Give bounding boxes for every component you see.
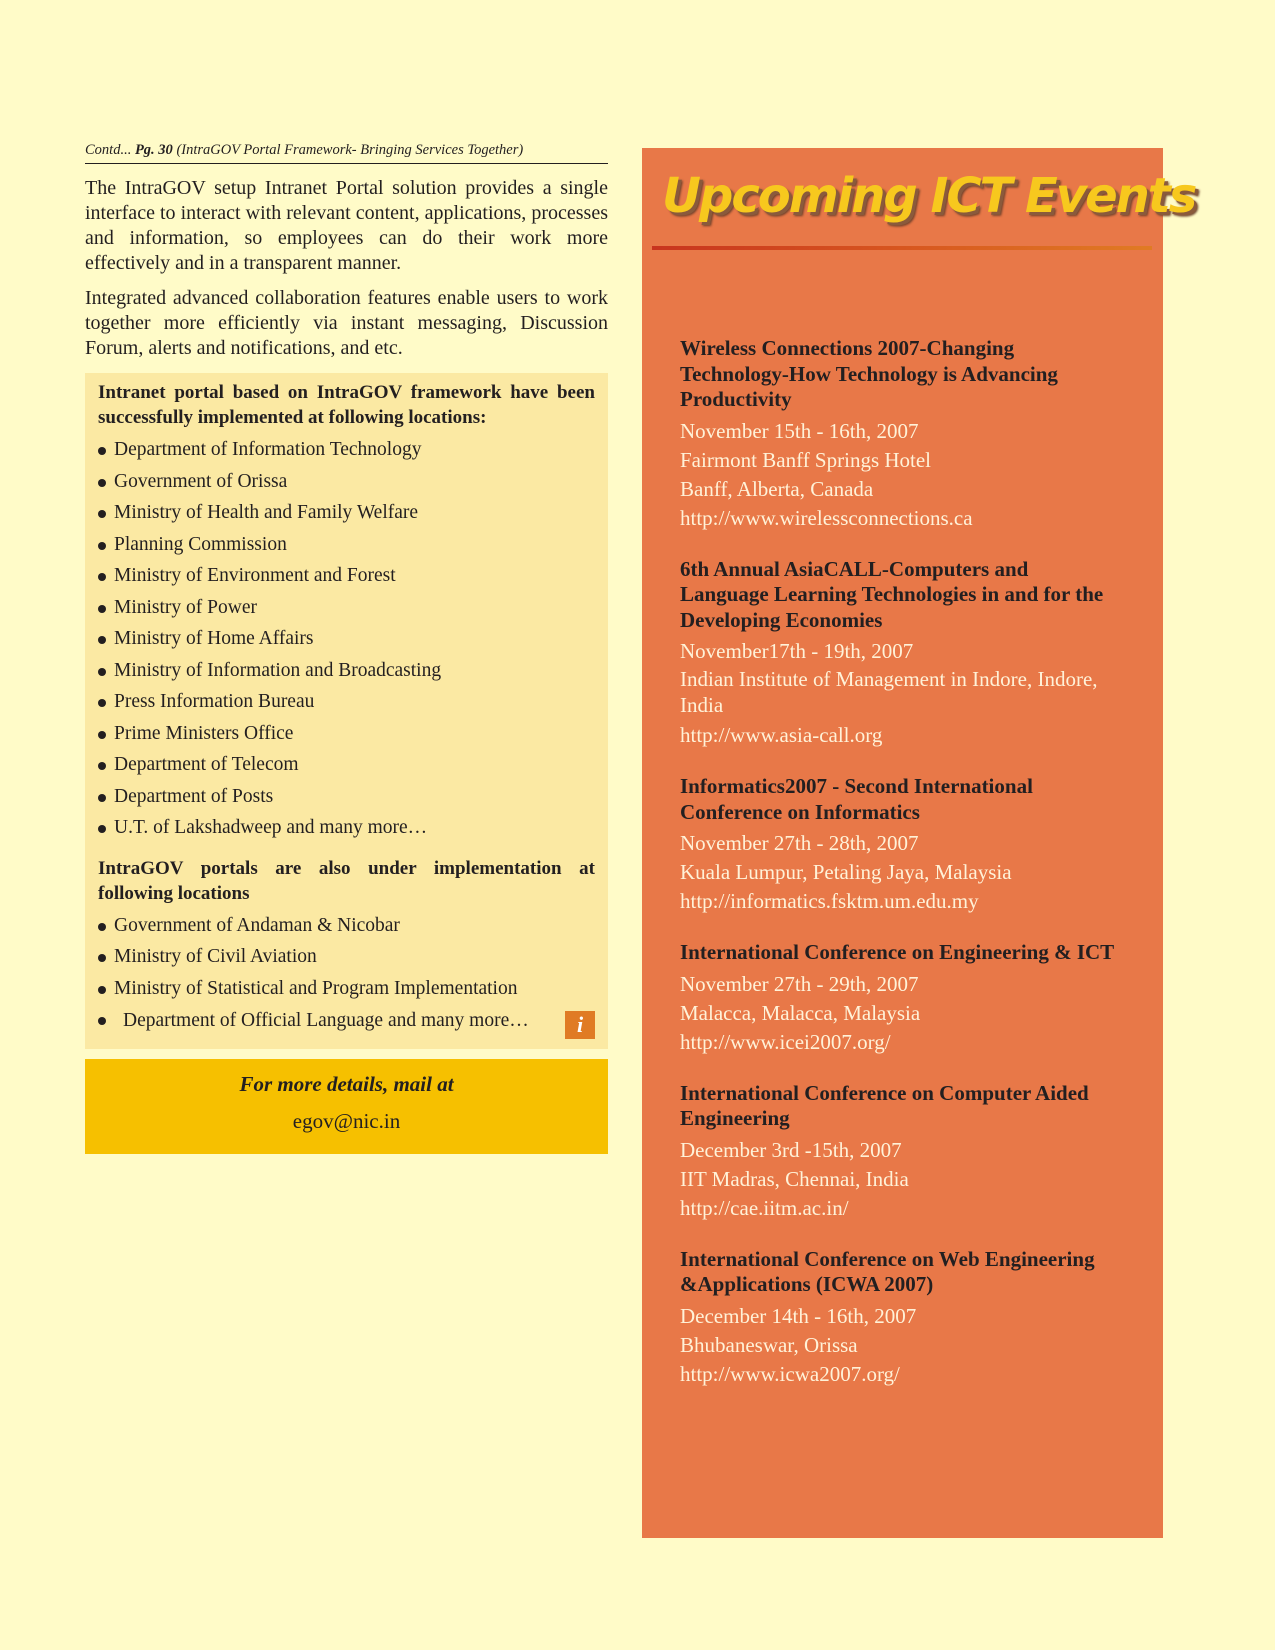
bullet-icon <box>98 605 106 613</box>
event-item <box>680 336 1120 533</box>
continued-note <box>85 142 608 164</box>
bullet-icon <box>98 668 106 676</box>
event-venue: Malacca, Malacca, Malaysia <box>680 1000 921 1025</box>
left-column <box>85 142 608 1154</box>
event-venue: Fairmont Banff Springs Hotel <box>680 447 932 472</box>
list-item: Department of Posts <box>98 781 595 813</box>
event-item <box>680 1247 1120 1389</box>
event-date: December 3rd -15th, 2007 <box>680 1137 902 1162</box>
event-url-link[interactable]: http://www.asia-call.org <box>680 723 883 747</box>
event-venue: Indian Institute of Management in Indore, Indore, India <box>680 667 1098 717</box>
continued-page: Pg. 30 <box>134 142 173 158</box>
list-item: Department of Official Language and many more… <box>98 1004 595 1037</box>
bullet-icon <box>98 923 106 931</box>
bullet-icon <box>98 636 106 644</box>
event-date: December 14th - 16th, 2007 <box>680 1303 917 1328</box>
list-item: Ministry of Home Affairs <box>98 623 595 655</box>
event-date: November 27th - 28th, 2007 <box>680 831 919 855</box>
list-item: Government of Andaman & Nicobar <box>98 910 595 942</box>
bullet-icon <box>98 542 106 550</box>
bullet-icon <box>98 447 106 455</box>
paragraph: The IntraGOV setup Intranet Portal solution provides a single interface to interact with relevant content, applications, processes and information, so employees can do their work more effectively and in a transparent manner. <box>85 177 608 274</box>
event-url-link[interactable]: http://www.icwa2007.org/ <box>680 1361 900 1386</box>
event-item <box>680 940 1120 1057</box>
event-url-link[interactable]: http://www.wirelessconnections.ca <box>680 505 973 530</box>
event-url-link[interactable]: http://informatics.fsktm.um.edu.my <box>680 889 979 913</box>
bullet-icon <box>98 1017 106 1025</box>
paragraph: Integrated advanced collaboration features enable users to work together more efficiently via instant messaging, Discussion Forum, alerts and notifications, and etc. <box>85 287 608 359</box>
implementations-box <box>85 373 608 1049</box>
contact-box <box>85 1059 608 1154</box>
list-item: U.T. of Lakshadweep and many more… <box>98 812 595 844</box>
event-url-link[interactable]: http://cae.iitm.ac.in/ <box>680 1195 849 1220</box>
event-title: 6th Annual AsiaCALL-Computers and Language Learning Technologies in and for the Developing Economies <box>680 556 1104 632</box>
bullet-icon <box>98 699 106 707</box>
event-title: International Conference on Engineering & ICT <box>680 940 1115 964</box>
list-item: Prime Ministers Office <box>98 718 595 750</box>
list-item: Ministry of Information and Broadcasting <box>98 655 595 687</box>
list-item: Planning Commission <box>98 529 595 561</box>
event-date: November17th - 19th, 2007 <box>680 639 914 663</box>
event-item <box>680 557 1120 751</box>
bullet-icon <box>98 573 106 581</box>
continued-article-title: (IntraGOV Portal Framework- Bringing Services Together) <box>172 142 524 158</box>
event-date: November 15th - 16th, 2007 <box>680 418 919 443</box>
implemented-heading: Intranet portal based on IntraGOV framework have been successfully implemented at following locations: <box>98 382 595 428</box>
event-url-link[interactable]: http://www.icei2007.org/ <box>680 1029 891 1054</box>
event-venue: Bhubaneswar, Orissa <box>680 1332 858 1357</box>
title-divider <box>652 246 1152 250</box>
event-date: November 27th - 29th, 2007 <box>680 971 919 996</box>
bullet-icon <box>98 479 106 487</box>
implemented-list <box>98 434 595 844</box>
event-venue: Kuala Lumpur, Petaling Jaya, Malaysia <box>680 860 1012 884</box>
list-item: Ministry of Environment and Forest <box>98 560 595 592</box>
info-icon: i <box>565 1011 595 1039</box>
list-item: Press Information Bureau <box>98 686 595 718</box>
under-implementation-list <box>98 910 595 1038</box>
events-panel <box>642 148 1196 1538</box>
events-title: Upcoming ICT Events <box>662 168 1196 224</box>
mail-label: For more details, mail at <box>239 1072 454 1096</box>
bullet-icon <box>98 794 106 802</box>
bullet-icon <box>98 954 106 962</box>
event-title: Wireless Connections 2007-Changing Technology-How Technology is Advancing Productivity <box>680 336 1058 411</box>
event-venue: IIT Madras, Chennai, India <box>680 1166 909 1191</box>
list-item: Department of Information Technology <box>98 434 595 466</box>
bullet-icon <box>98 986 106 994</box>
bullet-icon <box>98 510 106 518</box>
events-list <box>680 336 1120 1389</box>
under-implementation-heading: IntraGOV portals are also under implementation at following locations <box>98 857 595 904</box>
bullet-icon <box>98 731 106 739</box>
event-title: International Conference on Computer Aided Engineering <box>680 1080 1089 1130</box>
list-item: Government of Orissa <box>98 466 595 498</box>
mail-address-link[interactable]: egov@nic.in <box>292 1109 401 1133</box>
event-title: International Conference on Web Engineering &Applications (ICWA 2007) <box>680 1246 1095 1296</box>
event-item <box>680 774 1120 916</box>
event-place: Banff, Alberta, Canada <box>680 476 874 501</box>
continued-prefix: Contd... <box>85 142 135 158</box>
list-item: Ministry of Civil Aviation <box>98 941 595 973</box>
event-title: Informatics2007 - Second International Conference on Informatics <box>680 774 1033 824</box>
bullet-icon <box>98 762 106 770</box>
list-item: Ministry of Health and Family Welfare <box>98 497 595 529</box>
list-item: Ministry of Power <box>98 592 595 624</box>
list-item: Department of Telecom <box>98 749 595 781</box>
event-item <box>680 1081 1120 1223</box>
list-item: Ministry of Statistical and Program Implementation <box>98 973 595 1005</box>
bullet-icon <box>98 825 106 833</box>
